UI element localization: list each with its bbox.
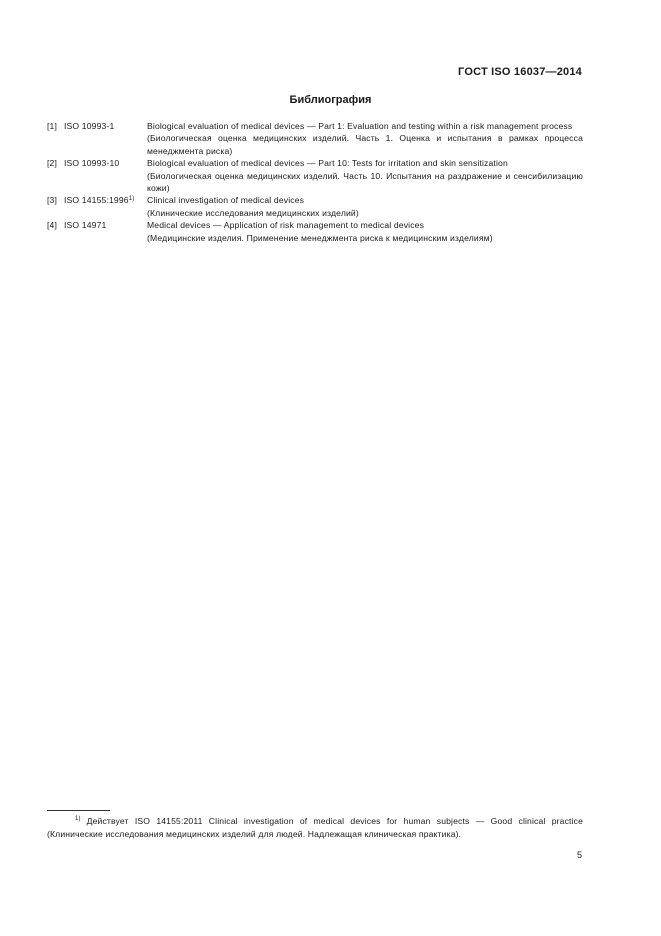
entry-reference (47, 157, 147, 194)
footnote-divider (47, 810, 110, 811)
entry-number: [2] (47, 158, 58, 169)
footnote-reference[interactable]: 1) (128, 196, 135, 203)
entry-number: [4] (47, 220, 58, 231)
entry-code: ISO 10993-1 (64, 121, 115, 131)
entry-code: ISO 14155:1996 (64, 195, 129, 206)
entry-title (147, 157, 583, 194)
entry-title-en: Clinical investigation of medical devices (147, 195, 305, 206)
entry-title-en: Medical devices — Application of risk management to medical devices (147, 220, 425, 231)
bibliography-entry (47, 157, 583, 194)
entry-code: ISO 10993-10 (64, 158, 120, 169)
entry-reference (47, 219, 147, 244)
entry-title-ru: (Биологическая оценка медицинских изделий. Часть 1. Оценка и испытания в рамках процесса менеджмента риска) (147, 133, 583, 156)
entry-title-ru: (Медицинские изделия. Применение менеджмента риска к медицинским изделиям) (147, 232, 493, 243)
bibliography-entry (47, 219, 583, 244)
entry-title (147, 219, 583, 244)
entry-title-ru: (Клинические исследования медицинских изделий) (147, 207, 359, 218)
section-title: Библиография (289, 94, 372, 106)
footnote-marker: 1) (75, 816, 81, 822)
entry-title (147, 120, 583, 157)
entry-title-en: Biological evaluation of medical devices — Part 10: Tests for irritation and skin sensitization (147, 158, 508, 169)
footnote (47, 815, 583, 841)
bibliography-list (47, 120, 583, 244)
entry-reference (47, 120, 147, 157)
entry-reference (47, 194, 147, 219)
entry-title (147, 194, 583, 219)
entry-number: [1] (47, 121, 58, 131)
entry-title-en: Biological evaluation of medical devices — Part 1: Evaluation and testing within a risk management process (147, 121, 573, 131)
bibliography-entry (47, 120, 583, 157)
page-number: 5 (576, 850, 582, 860)
footnote-text: Действует ISO 14155:2011 Clinical investigation of medical devices for human subjects — Good clinical practice (Клинические исследования медицинских изделий для людей. Надлежащая клиническая практика). (47, 816, 583, 839)
entry-title-ru: (Биологическая оценка медицинских изделий. Часть 10. Испытания на раздражение и сенсибилизацию кожи) (147, 170, 583, 194)
entry-number: [3] (47, 195, 58, 206)
entry-code: ISO 14971 (64, 220, 107, 231)
bibliography-entry (47, 194, 583, 219)
standard-header: ГОСТ ISO 16037—2014 (458, 66, 582, 78)
